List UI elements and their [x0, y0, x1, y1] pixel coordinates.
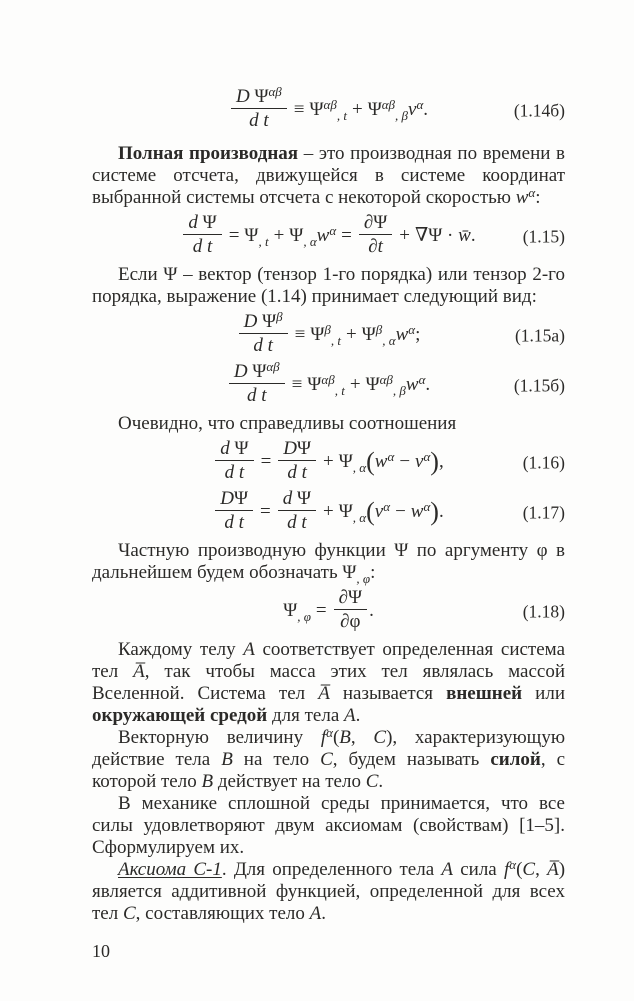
text-token: , [438, 450, 444, 472]
text-token: ( [366, 496, 375, 526]
text-token: Ψ [257, 311, 277, 332]
paragraph-axiom-c1 [92, 859, 565, 925]
text-token: αβ [266, 359, 280, 374]
text-token: + [323, 450, 334, 472]
text-token: Полная производная [118, 143, 299, 164]
text-token: d t [249, 110, 269, 131]
formula-1-14b [229, 84, 429, 133]
text-token: d t [287, 462, 307, 483]
text-token: ) [430, 446, 439, 476]
text-token: В механике сплошной среды принимается, что все силы удовлетворяют двум аксиомам (свойствам) [1–5]. Сформулируем их. [92, 793, 565, 858]
equation-number: (1.16) [522, 452, 565, 472]
text-token: B [339, 727, 351, 748]
equation-number: (1.18) [522, 601, 565, 621]
text-token: Ψ [365, 373, 380, 395]
text-token: . [425, 373, 431, 395]
text-token: , β [395, 107, 409, 123]
text-token: или [522, 683, 565, 704]
text-token: Ψ [309, 98, 324, 120]
text-token: . [355, 705, 361, 726]
text-token: C [522, 859, 536, 880]
fraction [334, 587, 367, 632]
text-token: ∂ [368, 236, 378, 257]
text-token: . [423, 98, 429, 120]
text-token: , с которой тело [92, 749, 566, 792]
text-token: , α [382, 332, 396, 348]
text-token: , [535, 859, 548, 880]
text-token: α [383, 498, 391, 514]
text-token: w [395, 323, 409, 345]
text-token: + [351, 98, 363, 120]
text-token: . [470, 224, 476, 246]
paragraph-if-psi [92, 264, 565, 308]
equation-number: (1.15) [522, 226, 565, 246]
text-token: D [233, 361, 248, 382]
text-token: β [375, 321, 383, 337]
text-token: α [326, 725, 333, 740]
text-token: ( [516, 859, 523, 880]
text-token: w̄ [458, 224, 471, 246]
text-token: ) является аддитивной функцией, определенной для всех тел [92, 859, 566, 924]
text-token: d t [192, 236, 213, 257]
text-token: d t [246, 385, 267, 406]
text-token: . [378, 771, 384, 792]
text-token: называется [329, 683, 447, 704]
formula-1-15b [227, 359, 431, 408]
formula-1-15a [237, 309, 421, 358]
text-token: действует на тело [213, 771, 366, 792]
text-token: α [387, 448, 395, 464]
text-token: + [273, 224, 285, 246]
equation-number: (1.15а) [514, 325, 565, 345]
equation-row-1-18 [92, 589, 565, 634]
text-token: v [415, 450, 424, 472]
text-token: C [122, 903, 136, 924]
text-token: A̅ [318, 683, 330, 704]
text-token: Частную производную функции Ψ по аргументу φ в дальнейшем будем обозначать Ψ [92, 540, 565, 583]
text-token: αβ [323, 96, 337, 112]
equation-row-1-16 [92, 440, 565, 485]
equation-number: (1.17) [522, 502, 565, 522]
paragraph-full-derivative [92, 143, 565, 209]
text-token: v [408, 98, 417, 120]
text-token: , будем называть [332, 749, 491, 770]
text-token: , α [352, 459, 367, 475]
text-token: . [321, 903, 326, 924]
text-token: D [283, 438, 298, 459]
text-token: , t [336, 107, 347, 123]
text-token: Ψ [307, 373, 322, 395]
text-token: d [188, 212, 198, 233]
text-token: Каждому телу [118, 639, 244, 660]
equation-number: (1.14б) [513, 100, 565, 120]
text-token: , t [334, 382, 345, 398]
text-token: C [373, 727, 387, 748]
text-token: Ψ [249, 86, 269, 107]
text-token: w [374, 450, 388, 472]
text-token: α [408, 321, 416, 337]
text-token: d t [224, 462, 245, 483]
text-token: ∂Ψ [363, 212, 388, 233]
paragraph-partial-derivative [92, 540, 565, 584]
text-token: , φ [297, 608, 311, 624]
text-token: Ψ [338, 450, 353, 472]
text-token: , t [258, 233, 269, 249]
text-token: + [349, 373, 361, 395]
text-token: D [235, 86, 250, 107]
equation-row-1-17 [92, 490, 565, 535]
text-token: соответствует определенная система тел [92, 639, 565, 682]
text-token: β [324, 321, 331, 337]
fraction [183, 212, 221, 257]
text-token: A [344, 705, 356, 726]
text-token: Ψ [197, 212, 217, 233]
text-token: , β [392, 382, 406, 398]
text-token: = [260, 450, 272, 472]
text-token: , t [330, 332, 341, 348]
text-token: − [395, 500, 406, 522]
paragraph-obvious [92, 413, 565, 435]
paragraph-vector-force [92, 727, 565, 793]
equation-row-1-15 [92, 214, 565, 259]
text-token: d [282, 488, 293, 509]
text-token: w [316, 224, 330, 246]
formula-1-18 [283, 589, 374, 634]
equation-number: (1.15б) [513, 375, 565, 395]
text-token: αβ [268, 84, 282, 99]
equation-row-1-15a [92, 309, 565, 358]
text-token: w [515, 187, 529, 208]
text-token: Ψ [338, 500, 353, 522]
text-token: Очевидно, что справедливы соотношения [118, 413, 457, 434]
text-token: = [228, 224, 240, 246]
text-token: , α [303, 233, 317, 249]
text-token: α [416, 96, 424, 112]
text-token: . Для определенного тела [221, 859, 442, 880]
text-token: B [221, 749, 233, 770]
text-token: αβ [379, 371, 393, 387]
text-token: αβ [321, 371, 335, 387]
text-token: , φ [356, 571, 371, 586]
text-token: Ψ [283, 599, 298, 621]
text-token: A [441, 859, 453, 880]
fraction [229, 361, 285, 406]
text-token: v [374, 500, 384, 522]
equation-row-1-14b [92, 84, 565, 133]
text-token: + [346, 323, 357, 345]
text-token: α [509, 857, 517, 872]
text-token: силой [490, 749, 541, 770]
text-token: . [438, 500, 444, 522]
text-token: , α [352, 509, 367, 525]
text-token: = [315, 599, 327, 621]
page-number: 10 [92, 941, 110, 961]
text-token: w [405, 373, 419, 395]
fraction [239, 311, 288, 356]
text-token: D [220, 488, 235, 509]
formula-1-15 [181, 214, 475, 259]
text-token: ( [366, 446, 375, 476]
text-token: сила [452, 859, 504, 880]
text-token: α [528, 185, 536, 200]
text-token: Ψ [244, 224, 259, 246]
text-token: Ψ [229, 438, 249, 459]
text-token: B [201, 771, 214, 792]
text-token: для тела [267, 705, 345, 726]
text-token: C [320, 749, 333, 770]
text-token: α [329, 222, 337, 238]
text-token: ∂φ [340, 611, 361, 632]
text-token: ≡ [291, 373, 303, 395]
text-token: + [323, 500, 334, 522]
formula-1-17 [213, 490, 443, 535]
text-token: Ψ [292, 488, 312, 509]
fraction [278, 488, 316, 533]
text-token: : [370, 562, 376, 583]
text-token: = [341, 224, 352, 246]
text-token: A [243, 639, 255, 660]
text-token: d [220, 438, 230, 459]
text-token: C [365, 771, 379, 792]
text-token: – это производная по времени в системе отсчета, движущейся в системе координат выбранной системы отсчета с некоторой скоростью [92, 143, 565, 208]
text-token: A̅ [547, 859, 559, 880]
text-token: f [320, 727, 327, 748]
text-token: ; [415, 323, 421, 345]
text-token: ≡ [294, 323, 306, 345]
formula-1-16 [213, 440, 443, 485]
text-token: f [503, 859, 510, 880]
text-token: αβ [381, 96, 396, 112]
text-token: α [418, 371, 426, 387]
text-token: Ψ [247, 361, 267, 382]
text-token: на тело [232, 749, 321, 770]
text-token: − [399, 450, 411, 472]
text-token: D [243, 311, 258, 332]
text-token: ) [430, 496, 439, 526]
text-token: : [535, 187, 541, 208]
equation-row-1-15b [92, 359, 565, 408]
text-token: ∂Ψ [338, 587, 363, 608]
fraction [231, 86, 287, 131]
text-token: A̅ [133, 661, 145, 682]
text-token: ), характеризующую действие тела [92, 727, 566, 770]
text-token: , составляющих тело [135, 903, 310, 924]
text-token: t [377, 236, 383, 257]
text-token: d t [224, 512, 244, 533]
text-token: Если Ψ – вектор (тензор 1-го порядка) или тензор 2-го порядка, выражение (1.14) принимает следующий вид: [92, 264, 565, 307]
text-token: Ψ [289, 224, 304, 246]
text-token: + [399, 224, 411, 246]
text-token: окружающей средой [92, 705, 268, 726]
text-token: Ψ [310, 323, 325, 345]
text-token: Ψ [234, 488, 249, 509]
text-token: ∇Ψ · [415, 224, 459, 246]
text-token: , [350, 727, 374, 748]
paragraph-bodies-system [92, 639, 565, 727]
text-token: β [276, 309, 283, 324]
text-token: d t [287, 512, 307, 533]
text-token: w [410, 500, 424, 522]
text-token: A [309, 903, 322, 924]
text-token: Ψ [361, 323, 376, 345]
text-token: α [423, 448, 431, 464]
text-token: Ψ [297, 438, 312, 459]
text-token: ( [332, 727, 340, 748]
fraction [278, 438, 316, 483]
text-token: d t [253, 335, 273, 356]
fraction [215, 438, 253, 483]
text-token: внешней [446, 683, 523, 704]
text-token: Ψ [367, 98, 382, 120]
text-token: . [369, 599, 374, 621]
text-token: Векторную величину [118, 727, 321, 748]
text-token: ≡ [293, 98, 305, 120]
fraction [215, 488, 253, 533]
text-token: = [260, 500, 271, 522]
text-token: Аксиома С-1 [118, 859, 222, 880]
fraction [359, 212, 392, 257]
text-token: α [423, 498, 431, 514]
paragraph-mechanics-axioms [92, 793, 565, 859]
text-token: , так чтобы масса этих тел являлась массой Вселенной. Система тел [92, 661, 566, 704]
